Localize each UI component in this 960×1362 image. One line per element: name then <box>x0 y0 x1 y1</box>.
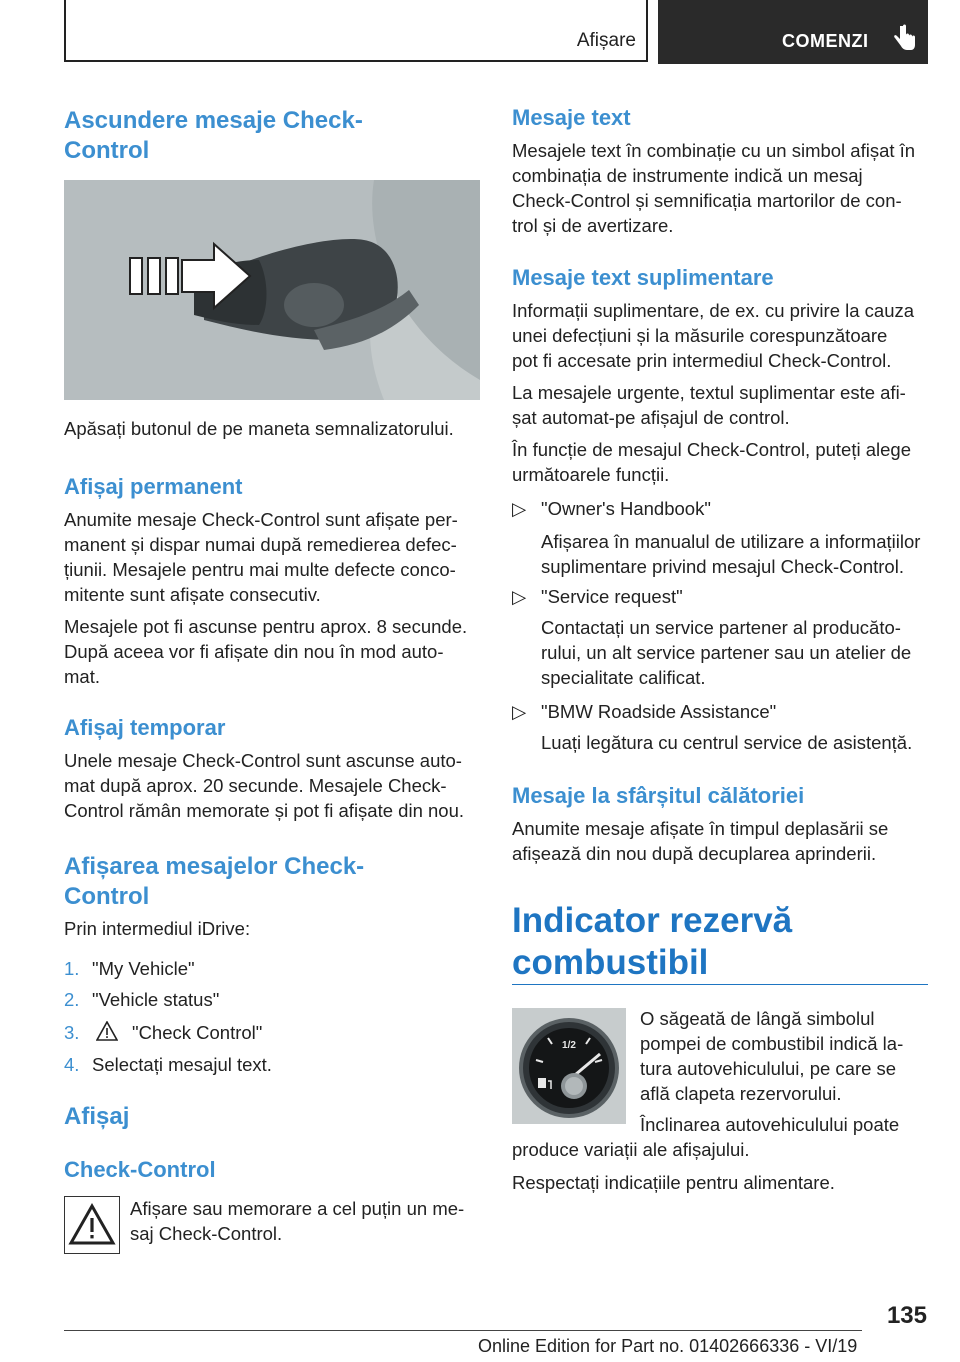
paragraph-via-idrive: Prin intermediul iDrive: <box>64 918 251 939</box>
list-item: 1. "My Vehicle" <box>64 958 195 979</box>
heading-show-messages: Afișarea mesajelor Check- Control <box>64 853 365 910</box>
heading-supplementary: Mesaje text suplimentare <box>512 265 774 290</box>
function-bullet-list <box>512 496 928 756</box>
heading-temporary-display: Afișaj temporar <box>64 715 226 740</box>
turn-signal-lever-figure <box>64 180 480 400</box>
paragraph-fuel-1: O săgeată de lângă simbolul pompei de combustibil indică la- tura autovehiculului, pe care se află clapeta rezervorului. <box>640 1008 904 1104</box>
triangle-bullet-icon: ▷ <box>512 498 527 519</box>
paragraph-end-of-trip: Anumite mesaje afișate în timpul deplasării se afișează din nou după decuplarea aprinderii. <box>512 818 889 864</box>
heading-check-control: Check-Control <box>64 1157 216 1182</box>
paragraph-temporary: Unele mesaje Check-Control sunt ascunse auto- mat după aprox. 20 secunde. Mesajele Check- Control rămân memorate și pot fi afișate din nou. <box>64 750 464 821</box>
paragraph-check-control: Afișare sau memorare a cel puțin un me- saj Check-Control. <box>130 1198 465 1244</box>
pointing-hand-icon <box>894 24 916 52</box>
steps-list <box>64 956 464 1086</box>
gauge-half-label: 1/2 <box>562 1040 576 1051</box>
fuel-gauge-figure <box>512 1008 626 1124</box>
paragraph-supplementary-3: În funcție de mesajul Check-Control, puteți alege următoarele funcții. <box>512 439 911 485</box>
list-item: ▷ "Owner's Handbook" Afișarea în manualul de utilizare a informațiilor suplimentare privind mesajul Check-Control. <box>512 498 921 577</box>
heading-permanent-display: Afișaj permanent <box>64 474 243 499</box>
heading-fuel-reserve: Indicator rezervă combustibil <box>512 901 793 982</box>
list-item: ▷ "Service request" Contactați un service partener al producăto- rului, un alt service partener sau un atelier de specialitate calificat. <box>512 586 912 688</box>
paragraph-text-messages: Mesajele text în combinație cu un simbol afișat în combinația de instrumente indică un mesaj Check-Control și semnificația martorilor de con- trol și de avertizare. <box>512 140 916 236</box>
paragraph-fuel-3: Respectați indicațiile pentru alimentare. <box>512 1172 835 1193</box>
triangle-bullet-icon: ▷ <box>512 701 527 722</box>
header-frame <box>64 0 648 62</box>
paragraph-fuel-2a: Înclinarea autovehiculului poate <box>640 1114 900 1135</box>
warning-triangle-icon <box>96 1021 118 1041</box>
paragraph-permanent-1: Anumite mesaje Check-Control sunt afișate per- manent și dispar numai după remedierea defec- țiunii. Mesajele pentru mai multe defecte conco- mitente sunt afișate consecutiv. <box>64 509 458 605</box>
triangle-bullet-icon: ▷ <box>512 586 527 607</box>
heading-rule <box>512 984 928 985</box>
footer-rule <box>64 1330 862 1331</box>
warning-triangle-icon <box>64 1196 120 1254</box>
heading-end-of-trip: Mesaje la sfârșitul călătoriei <box>512 783 805 808</box>
header-tab[interactable] <box>658 0 928 64</box>
heading-hide-messages: Ascundere mesaje Check- Control <box>64 107 363 164</box>
paragraph-fuel-2b: produce variații ale afișajului. <box>512 1139 750 1160</box>
list-item: ▷ "BMW Roadside Assistance" Luați legătura cu centrul service de asistență. <box>512 701 913 753</box>
list-item: 3. "Check Control" <box>64 1022 263 1043</box>
heading-text-messages: Mesaje text <box>512 105 631 130</box>
list-item: 2. "Vehicle status" <box>64 989 220 1010</box>
paragraph-permanent-2: Mesajele pot fi ascunse pentru aprox. 8 secunde. După aceea vor fi afișate din nou în mod auto- mat. <box>64 616 468 687</box>
figure-caption: Apăsați butonul de pe maneta semnalizatorului. <box>64 418 454 439</box>
paragraph-supplementary-1: Informații suplimentare, de ex. cu privire la cauza unei defecțiuni și la măsurile corespunzătoare pot fi accesate prin intermediul Check-Control. <box>512 300 915 371</box>
page-number: 135 <box>886 1302 927 1329</box>
heading-display: Afișaj <box>64 1103 130 1130</box>
header-section-title: Afișare <box>576 30 636 51</box>
footer-edition: Online Edition for Part no. 01402666336 - VI/19 <box>478 1336 858 1356</box>
header-tab-label: COMENZI <box>782 31 869 51</box>
list-item: 4. Selectați mesajul text. <box>64 1054 272 1075</box>
paragraph-supplementary-2: La mesajele urgente, textul suplimentar este afi- șat automat-pe afișajul de control. <box>512 382 906 428</box>
